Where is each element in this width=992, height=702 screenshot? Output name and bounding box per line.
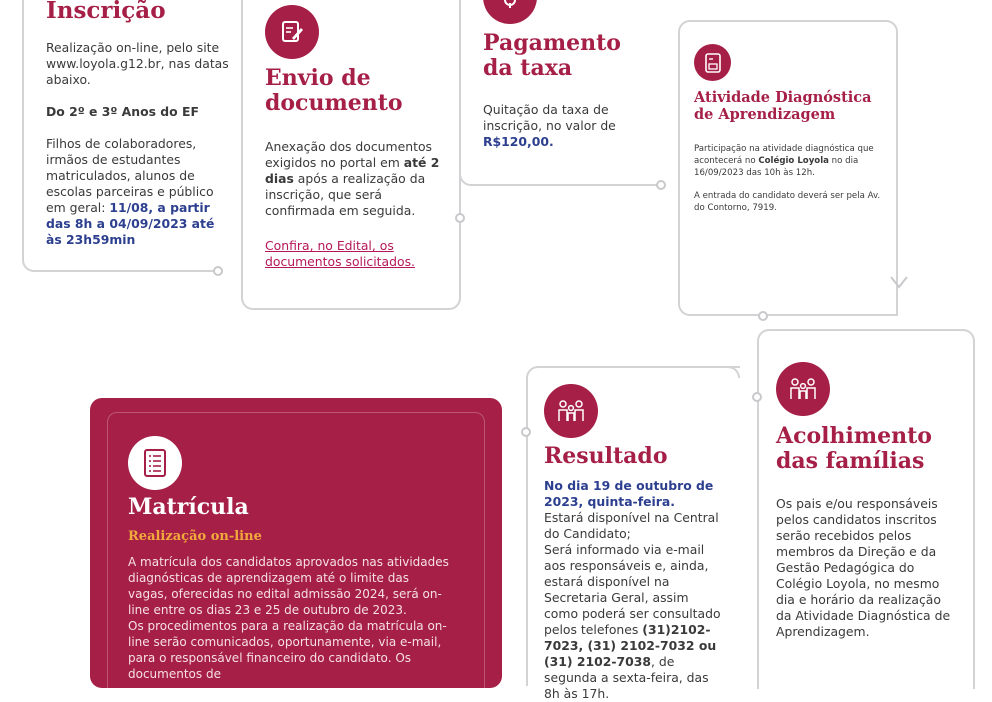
- pagamento-desc: Quitação da taxa de inscrição, no valor de: [483, 102, 616, 133]
- arrow-down-icon: [890, 275, 908, 295]
- edital-documents-link[interactable]: Confira, no Edital, os documentos solicitados.: [265, 238, 415, 269]
- edit-document-icon: [265, 5, 319, 59]
- atividade-school: Colégio Loyola: [758, 156, 829, 166]
- matricula-title: Matrícula: [128, 494, 249, 520]
- resultado-phones: (31)2102-7023, (31) 2102-7032 ou (31) 2102-7038: [544, 622, 717, 669]
- atividade-entrance: A entrada do candidato deverá ser pela Av. do Contorno, 7919.: [694, 191, 881, 213]
- acolhimento-title: Acolhimento das famílias: [776, 423, 932, 475]
- checklist-icon: [128, 436, 182, 490]
- connector-dot: [752, 392, 762, 402]
- atividade-p1c: no dia 16/09/2023 das 10h às 12h.: [694, 156, 859, 178]
- inscricao-public-text: Filhos de colaboradores, irmãos de estudantes matriculados, alunos de escolas parceiras e público em geral:: [46, 136, 214, 215]
- connector-dot: [213, 266, 223, 276]
- acolhimento-text: Os pais e/ou responsáveis pelos candidatos inscritos serão recebidos pelos membros da Direção e da Gestão Pedagógica do Colégio Loyola, no mesmo dia e horário da realização da Atividade Diagnóstica de Aprendizagem.: [776, 496, 951, 639]
- matricula-p1: A matrícula dos candidatos aprovados nas atividades diagnósticas de aprendizagem até o limite das vagas, oferecidas no edital admissão 2024, será on-line entre os dias 23 e 25 de outubro de 2023.: [128, 555, 449, 617]
- inscricao-dates: 11/08, a partir das 8h a 04/09/2023 até às 23h59min: [46, 200, 215, 247]
- connector-dot: [521, 427, 531, 437]
- matricula-p2: Os procedimentos para a realização da matrícula on-line serão comunicados, oportunamente, via e-mail, para o responsável financeiro do candidato. Os documentos de: [128, 619, 447, 681]
- pagamento-title: Pagamento da taxa: [483, 30, 621, 82]
- atividade-title: Atividade Diagnóstica de Aprendizagem: [694, 89, 872, 123]
- envio-deadline: até 2 dias: [265, 155, 440, 186]
- matricula-subtitle: Realização on-line: [128, 529, 262, 544]
- resultado-date: No dia 19 de outubro de 2023, quinta-feira.: [544, 478, 714, 509]
- pagamento-card: [459, 0, 663, 186]
- resultado-text: [544, 478, 726, 702]
- inscricao-site-text: Realização on-line, pelo site www.loyola.g12.br, nas datas abaixo.: [46, 40, 229, 87]
- resultado-hours: , de segunda a sexta-feira, das 8h às 17h.: [544, 654, 709, 701]
- resultado-email-text: Será informado via e-mail aos responsáveis e, ainda, estará disponível na Secretaria Geral, assim como poderá ser consultado pelos telefones: [544, 542, 721, 637]
- exam-document-icon: [694, 44, 731, 81]
- envio-text: [265, 139, 443, 270]
- inscricao-text: [46, 40, 231, 248]
- pagamento-text: [483, 102, 623, 150]
- resultado-title: Resultado: [544, 443, 668, 469]
- atividade-text: [694, 143, 886, 214]
- envio-text-c: após a realização da inscrição, que será confirmada em seguida.: [265, 171, 426, 218]
- connector-dot: [758, 311, 768, 321]
- inscricao-subtitle: Do 2º e 3º Anos do EF: [46, 104, 199, 119]
- matricula-text: [128, 554, 450, 682]
- connector-dot: [656, 180, 666, 190]
- family-icon: [544, 384, 598, 438]
- envio-text-a: Anexação dos documentos exigidos no portal em: [265, 139, 432, 170]
- envio-title: Envio de documento: [265, 65, 403, 117]
- pagamento-value: R$120,00.: [483, 134, 554, 149]
- inscricao-title: Inscrição: [46, 0, 166, 24]
- atividade-p1a: Participação na atividade diagnóstica que acontecerá no: [694, 144, 874, 166]
- family-icon: [776, 362, 830, 416]
- resultado-central: Estará disponível na Central do Candidato;: [544, 510, 719, 541]
- connector-dot: [455, 213, 465, 223]
